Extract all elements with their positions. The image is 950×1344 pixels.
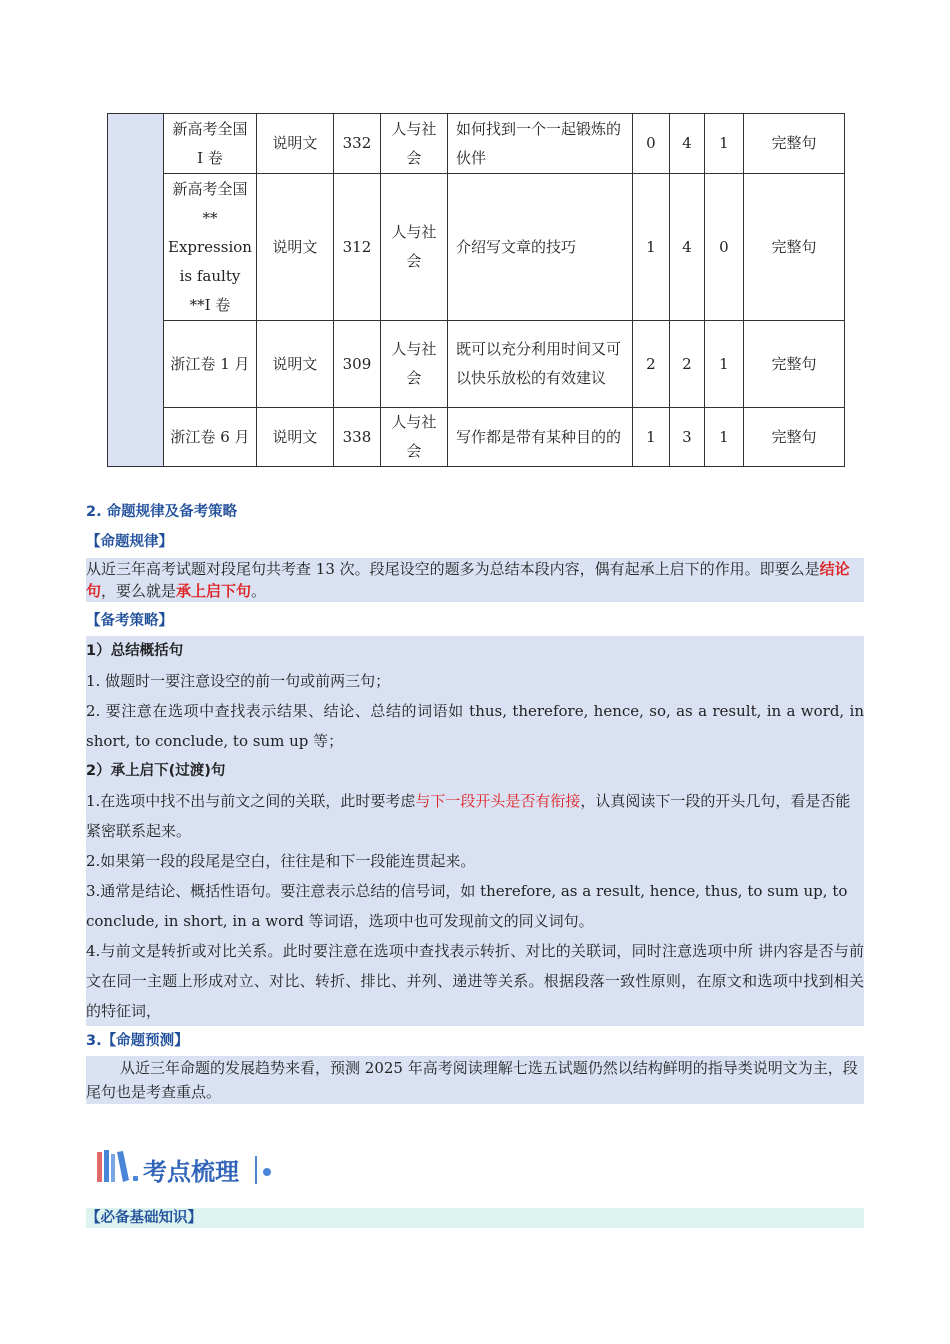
table-row [108, 321, 845, 408]
count-c-cell: 0 [704, 174, 743, 321]
table-row [108, 114, 845, 174]
theme-cell: 人与社会 [380, 114, 447, 174]
sub1-line: 2. 要注意在选项中查找表示结果、结论、总结的词语如 thus, therefore, hence, so, as a result, in a word, in short, to conclude, to sum up 等； [86, 702, 864, 750]
rule-highlight-transition: 承上启下句 [176, 582, 252, 600]
table-row [108, 174, 845, 321]
section-logo [95, 1148, 275, 1188]
words-cell: 309 [333, 321, 380, 408]
sub1-line: 1. 做题时一要注意设空的前一句或前两三句； [86, 672, 391, 690]
type-cell: 完整句 [743, 408, 844, 467]
theme-cell: 人与社会 [380, 321, 447, 408]
rule-heading: 【命题规律】 [86, 534, 173, 550]
count-a-cell: 1 [632, 408, 669, 467]
count-c-cell: 1 [704, 408, 743, 467]
exam-cell: 浙江卷 6 月 [164, 408, 257, 467]
words-cell: 338 [333, 408, 380, 467]
count-b-cell: 2 [669, 321, 704, 408]
type-cell: 完整句 [743, 114, 844, 174]
words-cell: 332 [333, 114, 380, 174]
topic-cell: 介绍写文章的技巧 [447, 174, 632, 321]
topic-cell: 写作都是带有某种目的的 [447, 408, 632, 467]
merged-left-cell [108, 114, 164, 467]
sub2-text: ，认真阅读下一段的开头几句，看是否能紧密联系起来。 [86, 792, 851, 840]
words-cell: 312 [333, 174, 380, 321]
basics-heading: 【必备基础知识】 [86, 1208, 864, 1228]
genre-cell: 说明文 [256, 114, 333, 174]
sub2-line: 2.如果第一段的段尾是空白，往往是和下一段能连贯起来。 [86, 852, 476, 870]
rule-paragraph [86, 558, 864, 602]
count-b-cell: 4 [669, 114, 704, 174]
table-row [108, 408, 845, 467]
rule-highlight-conclusion: 结论句 [86, 560, 850, 600]
genre-cell: 说明文 [256, 321, 333, 408]
logo-text: 考点梳理 [143, 1158, 239, 1186]
exam-cell: 浙江卷 1 月 [164, 321, 257, 408]
strategy-heading: 【备考策略】 [86, 613, 173, 629]
sub2-line: 4.与前文是转折或对比关系。此时要注意在选项中查找表示转折、对比的关联词，同时注意选项中所 讲内容是否与前文在同一主题上形成对立、对比、转折、排比、并列、递进等关系。根据段落一致性原则，在原文和选项中找到相关的特征词， [86, 942, 864, 1020]
sub2-line: 3.通常是结论、概括性语句。要注意表示总结的信号词，如 therefore, as a result, hence, thus, to sum up, to conclude, in short, in a word 等词语，选项中也可发现前文的同义词句。 [86, 882, 848, 930]
theme-cell: 人与社会 [380, 408, 447, 467]
sub2-title: 2）承上启下(过渡)句 [86, 763, 226, 779]
count-c-cell: 1 [704, 321, 743, 408]
genre-cell: 说明文 [256, 408, 333, 467]
sub2-text: 1.在选项中找不出与前文之间的关联，此时要考虑 [86, 792, 416, 810]
exam-table [107, 113, 845, 467]
count-b-cell: 3 [669, 408, 704, 467]
section3-title: 3.【命题预测】 [86, 1033, 189, 1049]
sub2-line [86, 786, 864, 846]
sub1-title: 1）总结概括句 [86, 643, 184, 659]
genre-cell: 说明文 [256, 174, 333, 321]
count-b-cell: 4 [669, 174, 704, 321]
type-cell: 完整句 [743, 174, 844, 321]
section3-paragraph: 从近三年命题的发展趋势来看，预测 2025 年高考阅读理解七选五试题仍然以结构鲜明的指导类说明文为主，段尾句也是考查重点。 [86, 1056, 864, 1104]
exam-cell: 新高考全国 I 卷 [164, 114, 257, 174]
exam-cell: 新高考全国** Expression is faulty **I 卷 [164, 174, 257, 321]
count-a-cell: 0 [632, 114, 669, 174]
theme-cell: 人与社会 [380, 174, 447, 321]
rule-text: 。 [251, 582, 267, 600]
count-a-cell: 2 [632, 321, 669, 408]
section2-title: 2. 命题规律及备考策略 [86, 504, 238, 520]
sub2-highlight: 与下一段开头是否有衔接 [415, 792, 581, 810]
topic-cell: 如何找到一个一起锻炼的伙伴 [447, 114, 632, 174]
topic-cell: 既可以充分利用时间又可以快乐放松的有效建议 [447, 321, 632, 408]
count-a-cell: 1 [632, 174, 669, 321]
type-cell: 完整句 [743, 321, 844, 408]
rule-text: 从近三年高考试题对段尾句共考查 13 次。段尾设空的题多为总结本段内容，偶有起承上启下的作用。即要么是 [86, 560, 820, 578]
count-c-cell: 1 [704, 114, 743, 174]
rule-text: ，要么就是 [101, 582, 177, 600]
strategy-block [86, 636, 864, 1026]
